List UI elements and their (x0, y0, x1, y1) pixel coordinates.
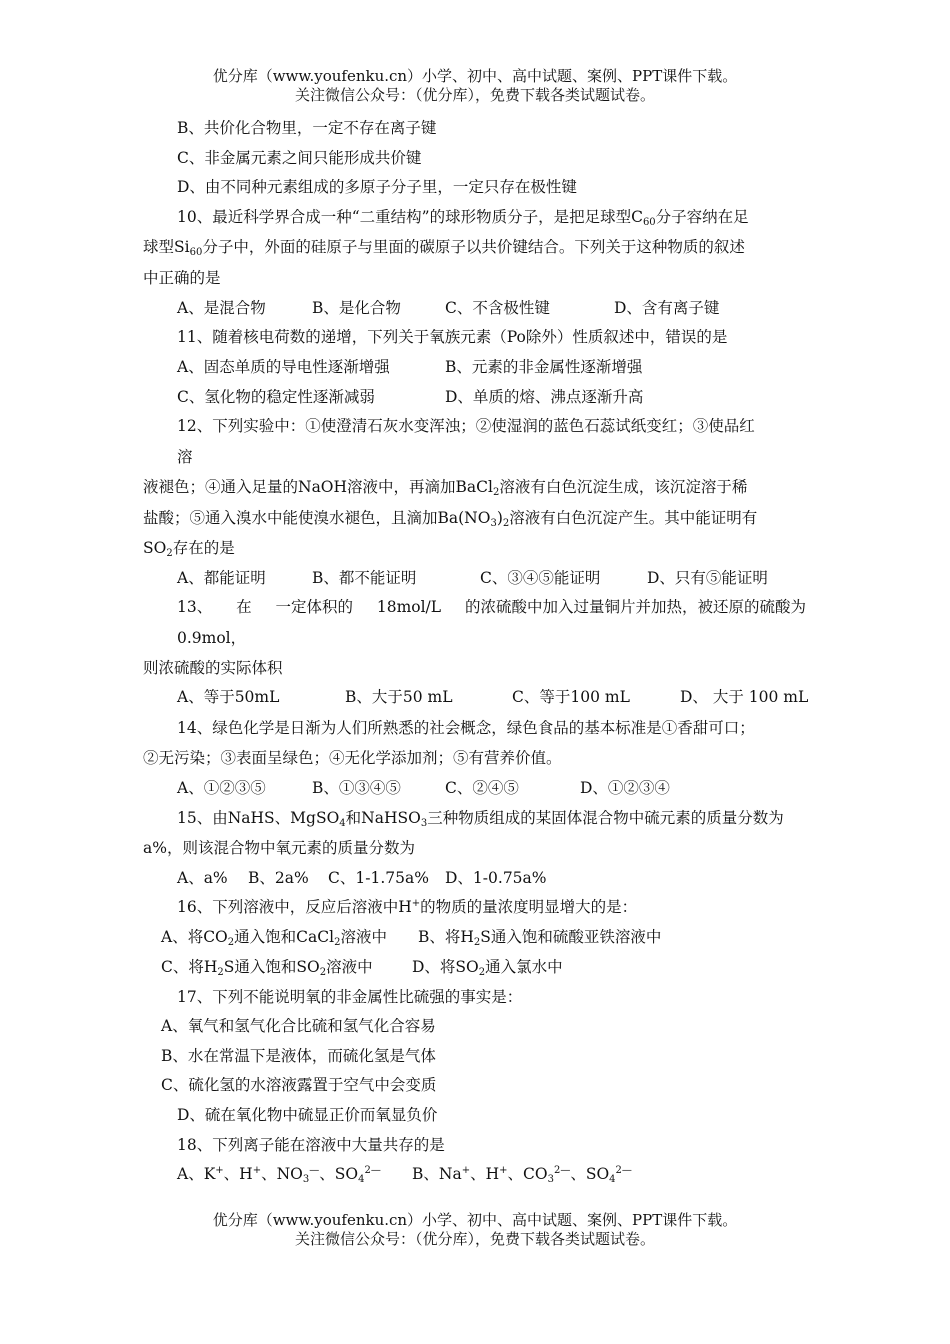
q15-option-b: B、2a% (248, 869, 309, 887)
q15-option-a: A、a% (177, 869, 228, 887)
q12-option-b: B、都不能证明 (312, 569, 417, 587)
q17-option-c: C、硫化氢的水溶液露置于空气中会变质 (161, 1076, 437, 1094)
q12-stem-line-2: 溶 (177, 448, 193, 466)
q10-stem-line-2: 球型$Si_{60}$分子中，外面的硅原子与里面的碳原子以共价键结合。下列关于这种物质的叙述 (143, 238, 745, 258)
q17-option-a: A、氧气和氢气化合比硫和氢气化合容易 (161, 1017, 436, 1035)
q12-stem-line-3: 液褪色；④通入足量的NaOH溶液中，再滴加BaCl$_2$溶液有白色沉淀生成，该沉淀溶于稀 (143, 478, 748, 498)
q11-option-a: A、固态单质的导电性逐渐增强 (177, 358, 390, 376)
q13-word-2: 在 (236, 598, 252, 616)
q11-option-d: D、单质的熔、沸点逐渐升高 (445, 388, 644, 406)
q14-option-a: A、①②③⑤ (177, 779, 266, 797)
q9-option-c: C、非金属元素之间只能形成共价键 (177, 149, 422, 167)
q14-option-c: C、②④⑤ (445, 779, 519, 797)
q14-stem-line-2: ②无污染；③表面呈绿色；④无化学添加剂；⑤有营养价值。 (143, 749, 562, 767)
q10-stem-line-1: 10、最近科学界合成一种“二重结构”的球形物质分子，是把足球型$C_{60}$分子容纳在足 (177, 208, 749, 228)
q10-option-b: B、是化合物 (312, 299, 401, 317)
header-line-1: 优分库（www.youfenku.cn）小学、初中、高中试题、案例、PPT课件下载。 (212, 67, 738, 85)
q13-word-4: 18mol/L (376, 598, 442, 616)
header-line-2: 关注微信公众号：（优分库），免费下载各类试题试卷。 (294, 86, 655, 104)
q17-option-b: B、水在常温下是液体，而硫化氢是气体 (161, 1047, 436, 1065)
q13-word-3: 一定体积的 (275, 598, 353, 616)
q18-stem: 18、下列离子能在溶液中大量共存的是 (177, 1136, 445, 1154)
q9-option-d: D、由不同种元素组成的多原子分子里，一定只存在极性键 (177, 178, 577, 196)
q15-option-c: C、1-1.75a% (328, 869, 429, 887)
q16-option-b: B、将$H_2S$通入饱和硫酸亚铁溶液中 (418, 928, 662, 948)
q11-option-c: C、氢化物的稳定性逐渐减弱 (177, 388, 375, 406)
q16-stem: 16、下列溶液中，反应后溶液中H+的物质的量浓度明显增大的是： (177, 898, 638, 916)
q13-option-d: D、 大于 100 mL (680, 688, 809, 706)
q13-stem-line-3: 则浓硫酸的实际体积 (143, 659, 283, 677)
q13-option-a: A、等于50mL (177, 688, 280, 706)
q10-stem-line-3: 中正确的是 (143, 269, 221, 287)
q14-stem-line-1: 14、绿色化学是日渐为人们所熟悉的社会概念，绿色食品的基本标准是①香甜可口； (177, 719, 755, 737)
q17-stem: 17、下列不能说明氧的非金属性比硫强的事实是： (177, 988, 523, 1006)
q9-option-b: B、共价化合物里，一定不存在离子键 (177, 119, 437, 137)
q13-option-b: B、大于50 mL (345, 688, 453, 706)
q13-word-5: 的浓硫酸中加入过量铜片并加热，被还原的硫酸为 (464, 598, 806, 616)
q12-option-c: C、③④⑤能证明 (480, 569, 601, 587)
footer-line-1: 优分库（www.youfenku.cn）小学、初中、高中试题、案例、PPT课件下载。 (212, 1211, 738, 1229)
q13-stem-line-1 (177, 597, 806, 617)
q15-option-d: D、1-0.75a% (445, 869, 547, 887)
q15-stem-line-2: a%，则该混合物中氧元素的质量分数为 (143, 839, 415, 857)
page-header (0, 67, 950, 105)
q16-option-a: A、将$CO_2$通入饱和CaCl$_2$溶液中 (161, 928, 387, 948)
q13-stem-line-2: 0.9mol， (177, 629, 247, 647)
q13-option-c: C、等于100 mL (512, 688, 630, 706)
q16-option-d: D、将$SO_2$通入氯水中 (412, 958, 563, 978)
q15-stem-line-1: 15、由NaHS、MgSO$_4$和NaHSO$_3$三种物质组成的某固体混合物中硫元素的质量分数为 (177, 809, 784, 829)
q12-option-a: A、都能证明 (177, 569, 266, 587)
q13-word-1: 13、 (177, 598, 213, 616)
q10-option-a: A、是混合物 (177, 299, 266, 317)
q12-stem-line-1: 12、下列实验中：①使澄清石灰水变浑浊；②使湿润的蓝色石蕊试纸变红；③使品红 (177, 417, 755, 435)
footer-line-2: 关注微信公众号：（优分库），免费下载各类试题试卷。 (294, 1230, 655, 1248)
q14-option-d: D、①②③④ (580, 779, 670, 797)
q12-stem-line-4: 盐酸；⑤通入溴水中能使溴水褪色，且滴加$Ba(NO_3)_2$溶液有白色沉淀产生。其中能证明有 (143, 509, 758, 529)
q10-option-c: C、不含极性键 (445, 299, 550, 317)
q11-stem: 11、随着核电荷数的递增，下列关于氧族元素（Po除外）性质叙述中，错误的是 (177, 328, 728, 346)
q18-option-a: A、K+、H+、$NO_3^—$、$SO_4^{2—}$ (177, 1165, 381, 1185)
q10-option-d: D、含有离子键 (614, 299, 720, 317)
q11-option-b: B、元素的非金属性逐渐增强 (445, 358, 643, 376)
q12-stem-line-5: $SO_2$存在的是 (143, 539, 235, 559)
q16-option-c: C、将$H_2S$通入饱和$SO_2$溶液中 (161, 958, 373, 978)
q14-option-b: B、①③④⑤ (312, 779, 401, 797)
q18-option-b: B、Na+、H+、$CO_3^{2—}$、$SO_4^{2—}$ (412, 1165, 632, 1185)
q12-option-d: D、只有⑤能证明 (647, 569, 768, 587)
q17-option-d: D、硫在氧化物中硫显正价而氧显负价 (177, 1106, 438, 1124)
page-footer (0, 1211, 950, 1249)
